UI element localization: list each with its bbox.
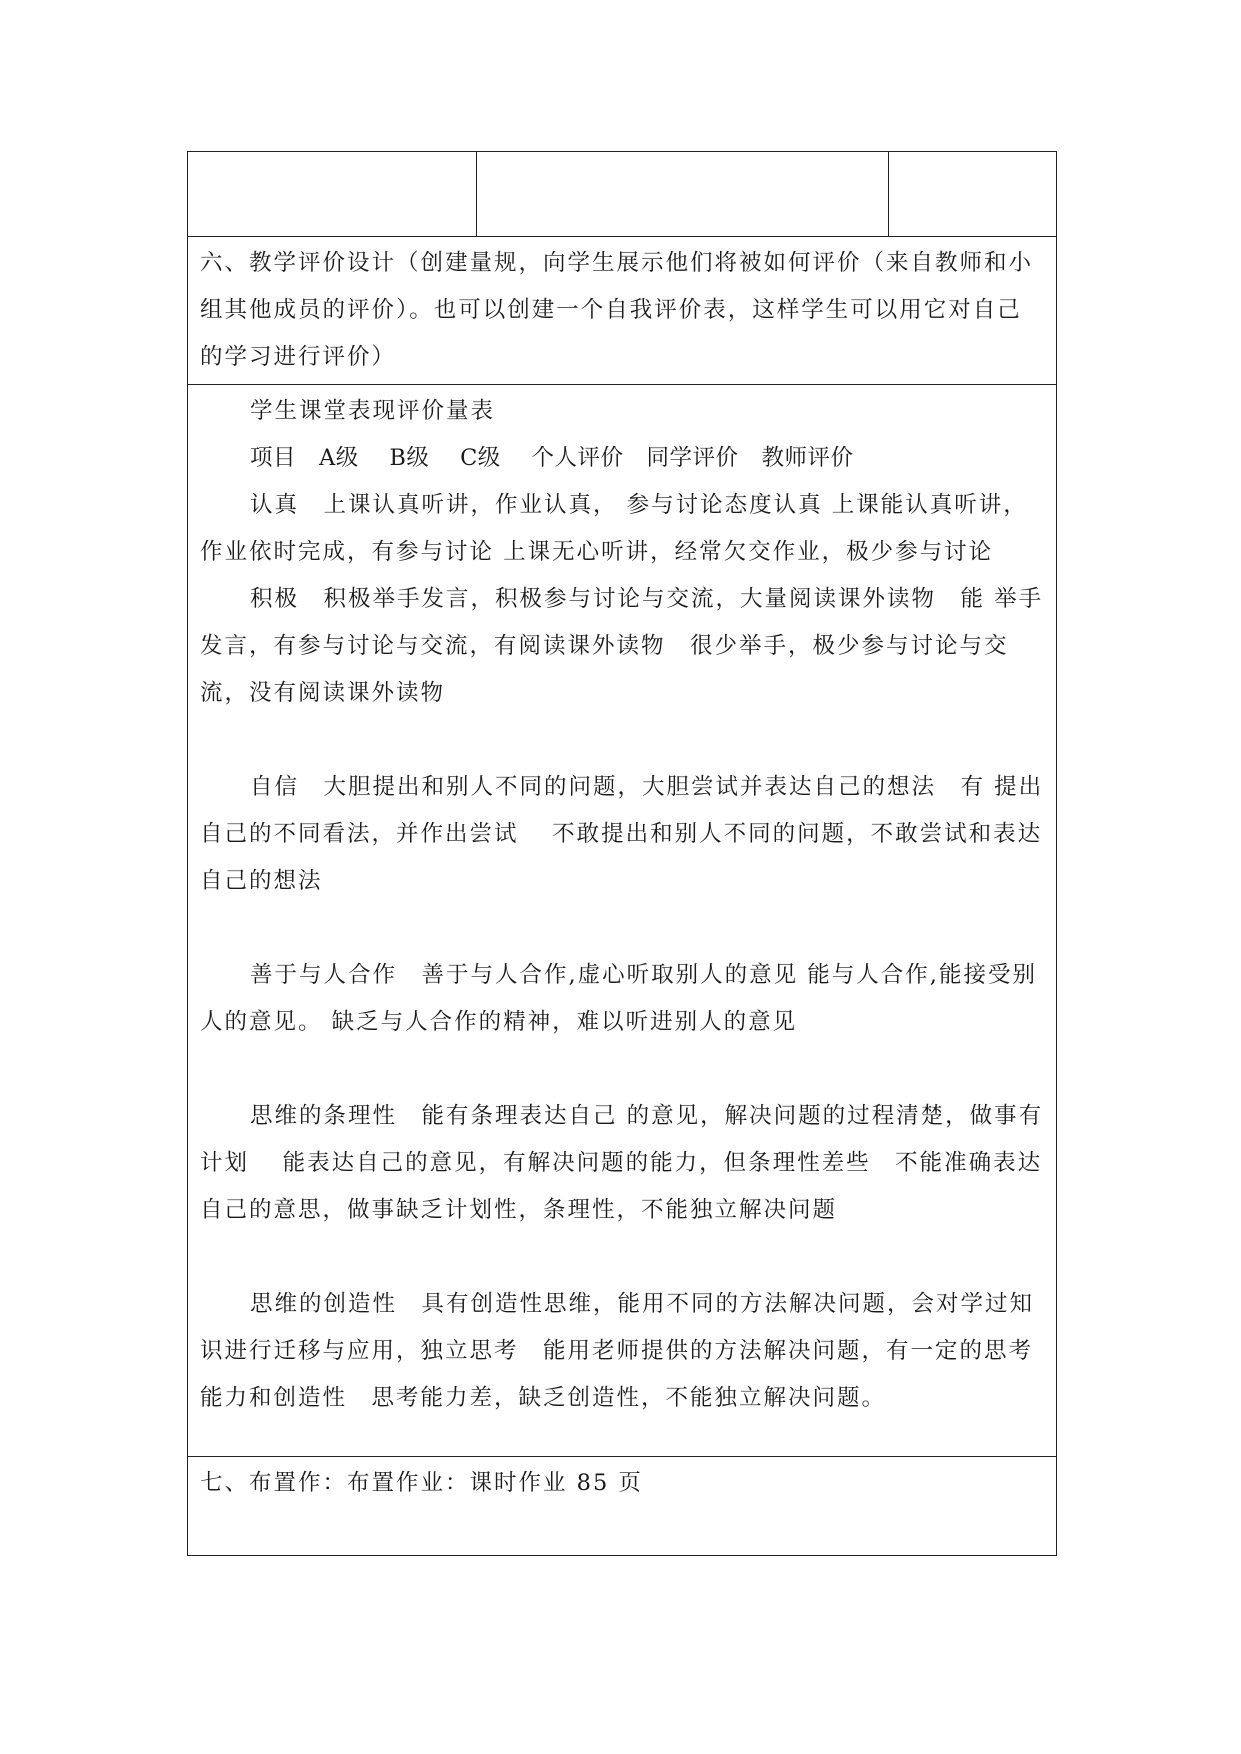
spacer [200, 1234, 1046, 1281]
table-top-row [188, 152, 1056, 237]
rubric-title: 学生课堂表现评价量表 [250, 398, 496, 424]
document-table [187, 151, 1057, 1556]
spacer [200, 1046, 1046, 1093]
section-7-homework: 七、布置作：布置作业：课时作业 85 页 [200, 1470, 643, 1496]
rubric-item: 善于与人合作 善于与人合作,虚心听取别人的意见 能与人合作,能接受别人的意见。 缺乏与人合作的精神，难以听进别人的意见 [200, 962, 1037, 1035]
rubric-item: 思维的创造性 具有创造性思维，能用不同的方法解决问题，会对学过知识进行迁移与应用，独立思考 能用老师提供的方法解决问题，有一定的思考能力和创造性 思考能力差，缺乏创造性，不能独立解决问题。 [200, 1291, 1035, 1411]
rubric-item: 积极 积极举手发言，积极参与讨论与交流，大量阅读课外读物 能 举手发言，有参与讨论与交流，有阅读课外读物 很少举手，极少参与讨论与交流，没有阅读课外读物 [200, 586, 1044, 706]
rubric-item: 认真 上课认真听讲，作业认真， 参与讨论态度认真 上课能认真听讲，作业依时完成，有参与讨论 上课无心听讲，经常欠交作业，极少参与讨论 [200, 492, 1028, 565]
rubric-item: 自信 大胆提出和别人不同的问题，大胆尝试并表达自己的想法 有 提出自己的不同看法，并作出尝试 不敢提出和别人不同的问题，不敢尝试和表达自己的想法 [200, 774, 1044, 894]
rubric-item: 思维的条理性 能有条理表达自己 的意见，解决问题的过程清楚，做事有计划 能表达自己的意见，有解决问题的能力，但条理性差些 不能准确表达自己的意思，做事缺乏计划性，条理性，不能独立解决问题 [200, 1103, 1044, 1223]
rubric-section [188, 385, 1056, 1457]
section-6-heading: 六、教学评价设计（创建量规，向学生展示他们将被如何评价（来自教师和小组其他成员的评价）。也可以创建一个自我评价表，这样学生可以用它对自己的学习进行评价） [188, 237, 1056, 385]
table-cell [188, 152, 477, 236]
spacer [200, 905, 1046, 952]
rubric-header-line: 项目 A级 B级 C级 个人评价 同学评价 教师评价 [250, 445, 854, 471]
spacer [200, 717, 1046, 764]
table-cell [889, 152, 1056, 236]
table-cell [477, 152, 889, 236]
